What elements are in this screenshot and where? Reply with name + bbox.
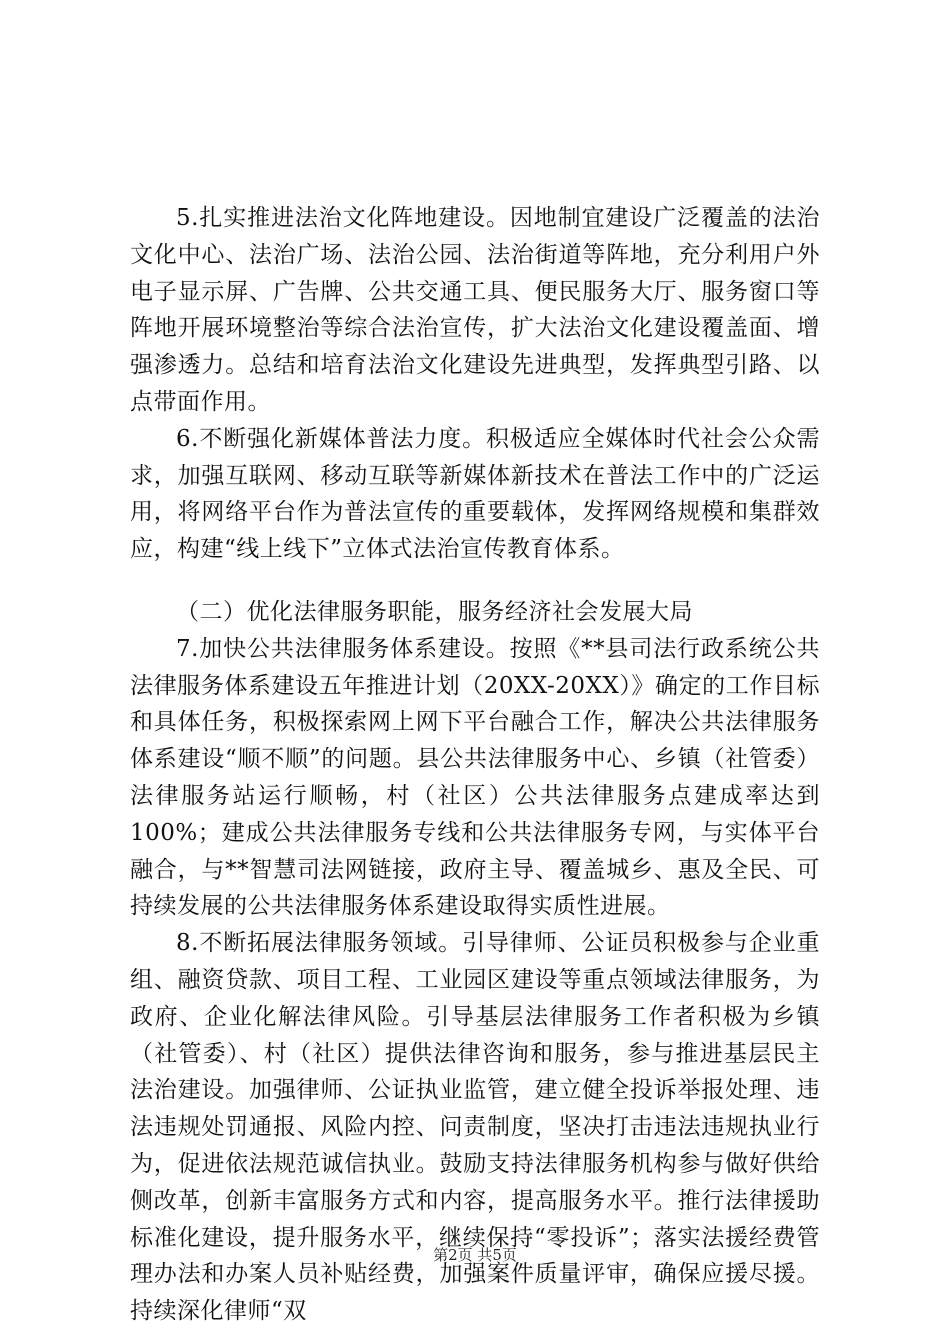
document-body xyxy=(130,200,820,1330)
paragraph-8: 8.不断拓展法律服务领域。引导律师、公证员积极参与企业重组、融资贷款、项目工程、工业园区建设等重点领域法律服务，为政府、企业化解法律风险。引导基层法律服务工作者积极为乡镇（社管委）、村（社区）提供法律咨询和服务，参与推进基层民主法治建设。加强律师、公证执业监管，建立健全投诉举报处理、违法违规处罚通报、风险内控、问责制度，坚决打击违法违规执业行为，促进依法规范诚信执业。鼓励支持法律服务机构参与做好供给侧改革，创新丰富服务方式和内容，提高服务水平。推行法律援助标准化建设，提升服务水平，继续保持“零投诉”；落实法援经费管理办法和办案人员补贴经费，加强案件质量评审，确保应援尽援。持续深化律师“双 xyxy=(130,930,820,1325)
paragraph-6: 6.不断强化新媒体普法力度。积极适应全媒体时代社会公众需求，加强互联网、移动互联等新媒体新技术在普法工作中的广泛运用，将网络平台作为普法宣传的重要载体，发挥网络规模和集群效应，构建“线上线下”立体式法治宣传教育体系。 xyxy=(130,425,820,563)
section-heading: （二）优化法律服务职能，服务经济社会发展大局 xyxy=(176,598,693,625)
paragraph-5: 5.扎实推进法治文化阵地建设。因地制宜建设广泛覆盖的法治文化中心、法治广场、法治公园、法治街道等阵地，充分利用户外电子显示屏、广告牌、公共交通工具、便民服务大厅、服务窗口等阵地开展环境整治等综合法治宣传，扩大法治文化建设覆盖面、增强渗透力。总结和培育法治文化建设先进典型，发挥典型引路、以点带面作用。 xyxy=(130,205,820,415)
page-footer: 第2页 共5页 xyxy=(433,1246,517,1264)
paragraph-7: 7.加快公共法律服务体系建设。按照《**县司法行政系统公共法律服务体系建设五年推进计划（20XX-20XX）》确定的工作目标和具体任务，积极探索网上网下平台融合工作，解决公共法律服务体系建设“顺不顺”的问题。县公共法律服务中心、乡镇（社管委）法律服务站运行顺畅，村（社区）公共法律服务点建成率达到100%；建成公共法律服务专线和公共法律服务专网，与实体平台融合，与**智慧司法网链接，政府主导、覆盖城乡、惠及全民、可持续发展的公共法律服务体系建设取得实质性进展。 xyxy=(130,635,820,920)
